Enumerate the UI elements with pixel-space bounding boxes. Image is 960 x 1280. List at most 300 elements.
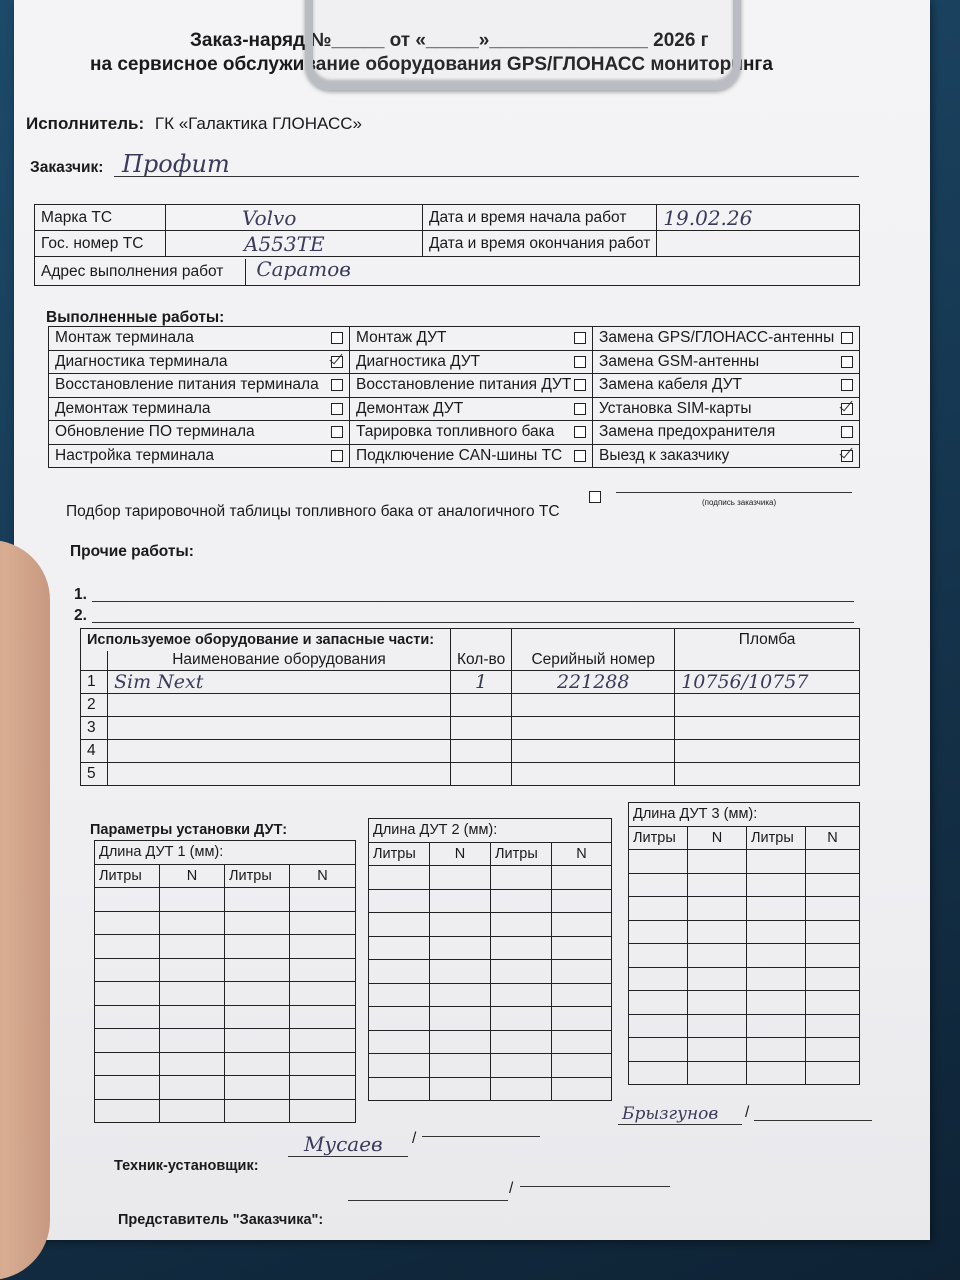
document-subtitle: на сервисное обслуживание оборудования GPS/ГЛОНАСС мониторинга [90,54,773,75]
dut-cell[interactable] [806,1014,860,1038]
vehicle-table [34,204,860,286]
table-row [369,913,612,937]
dut-cell[interactable] [747,850,806,874]
dut-cell[interactable] [430,1077,491,1101]
dut-cell[interactable] [552,866,612,890]
customer-value: Профит [122,150,230,178]
dut-cell[interactable] [290,911,356,935]
dut-cell[interactable] [95,935,160,959]
work-item [350,327,593,351]
dut-cell[interactable] [629,897,688,921]
work-item-checkbox[interactable] [841,450,853,462]
work-item-label: Демонтаж терминала [55,399,211,417]
dut-cell[interactable] [225,911,290,935]
dut-cell[interactable] [629,850,688,874]
dut-cell[interactable] [430,913,491,937]
dut-cell[interactable] [95,1052,160,1076]
dut3-table [628,802,860,1085]
dut-cell[interactable] [225,1005,290,1029]
dut-cell[interactable] [552,913,612,937]
dut2-col-n-2: N [552,842,612,866]
dut-cell[interactable] [491,1054,552,1078]
works-heading: Выполненные работы: [46,309,225,326]
dut-cell[interactable] [629,944,688,968]
equipment-qty [451,694,512,717]
dut-cell[interactable] [160,1076,225,1100]
table-row [81,740,860,763]
table-row [369,1030,612,1054]
dut-cell[interactable] [225,888,290,912]
table-row [95,911,356,935]
work-item [593,444,860,468]
work-item [593,374,860,398]
equipment-seal: 10756/10757 [675,671,860,694]
work-item-checkbox[interactable] [841,332,853,344]
dut3-col-n-2: N [806,826,860,850]
table-row [629,967,860,991]
table-row [369,983,612,1007]
dut-cell[interactable] [369,1077,430,1101]
work-item-label: Замена GSM-антенны [599,352,760,370]
end-value [657,231,860,257]
dut-cell[interactable] [552,983,612,1007]
table-row [369,1054,612,1078]
dut-cell[interactable] [552,889,612,913]
work-item-label: Демонтаж ДУТ [356,399,464,417]
dut-cell[interactable] [369,889,430,913]
plate-label: Гос. номер ТС [35,231,166,257]
dut-cell[interactable] [225,935,290,959]
technician-sign-line-2 [422,1136,540,1137]
customer-rep-label: Представитель "Заказчика": [118,1212,324,1228]
dut3-col-liters-2: Литры [747,826,806,850]
table-row [95,1052,356,1076]
dut-cell[interactable] [806,1061,860,1085]
tank-table-checkbox[interactable] [589,491,601,503]
dut-cell[interactable] [806,944,860,968]
dut-cell[interactable] [290,1052,356,1076]
dut-cell[interactable] [629,873,688,897]
works-table [48,326,860,468]
dut-cell[interactable] [160,1029,225,1053]
table-row [369,889,612,913]
dut-cell[interactable] [160,1099,225,1123]
end-label: Дата и время окончания работ [423,231,657,257]
dut-cell[interactable] [369,983,430,1007]
dut-cell[interactable] [688,991,747,1015]
work-item-label: Монтаж ДУТ [356,329,447,347]
equipment-serial [512,694,675,717]
dut-cell[interactable] [688,1014,747,1038]
dut3-col-liters: Литры [629,826,688,850]
work-item [350,397,593,421]
dut-cell[interactable] [629,967,688,991]
dut2-table [368,818,612,1101]
equipment-name [108,763,451,786]
table-row [629,850,860,874]
dut-cell[interactable] [552,1077,612,1101]
table-row [81,763,860,786]
work-item [593,397,860,421]
work-item [49,350,350,374]
dut-cell[interactable] [491,983,552,1007]
table-row [629,873,860,897]
dut-cell[interactable] [430,936,491,960]
dut-cell[interactable] [806,920,860,944]
second-sign-line-1 [618,1124,742,1125]
dut-cell[interactable] [225,1052,290,1076]
dut-cell[interactable] [160,1052,225,1076]
dut1-col-liters: Литры [95,864,160,888]
work-item [49,421,350,445]
equipment-name [108,740,451,763]
dut-cell[interactable] [95,1076,160,1100]
work-item-label: Подключение CAN-шины ТС [356,446,563,464]
dut-cell[interactable] [369,1007,430,1031]
dut-cell[interactable] [160,958,225,982]
dut-cell[interactable] [369,936,430,960]
dut-cell[interactable] [688,897,747,921]
work-item-label: Обновление ПО терминала [55,423,255,441]
equipment-serial [512,717,675,740]
dut1-col-n: N [160,864,225,888]
work-item-checkbox[interactable] [331,403,343,415]
dut-cell[interactable] [552,936,612,960]
other-work-1-line [92,601,854,602]
table-row [95,1076,356,1100]
dut-cell[interactable] [491,866,552,890]
work-item [593,350,860,374]
col-qty: Кол-во [451,651,512,671]
dut2-length: Длина ДУТ 2 (мм): [369,819,612,843]
dut-cell[interactable] [369,1054,430,1078]
customer-rep-line-2 [520,1186,670,1187]
dut-cell[interactable] [491,1077,552,1101]
dut-cell[interactable] [160,1005,225,1029]
dut-cell[interactable] [747,920,806,944]
dut-cell[interactable] [688,850,747,874]
work-item-label: Выезд к заказчику [599,446,730,464]
dut-cell[interactable] [225,958,290,982]
dut-cell[interactable] [806,967,860,991]
second-sign-slash: / [745,1104,750,1121]
equipment-n: 5 [81,763,108,786]
equipment-table [80,628,860,786]
dut-cell[interactable] [95,1099,160,1123]
dut-cell[interactable] [806,873,860,897]
work-item-checkbox[interactable] [574,426,586,438]
equipment-heading: Используемое оборудование и запасные части: [81,629,451,651]
table-row [81,671,860,694]
customer-sign-line [616,492,852,493]
customer-rep-line-1 [348,1200,508,1201]
equipment-name [108,694,451,717]
dut-cell[interactable] [806,1038,860,1062]
customer-sign-caption: (подпись заказчика) [702,498,777,507]
work-item-label: Замена GPS/ГЛОНАСС-антенны [599,329,835,347]
technician-sign-line-1 [288,1156,408,1157]
work-order-sheet [14,0,930,1240]
dut-cell[interactable] [95,982,160,1006]
dut-cell[interactable] [430,960,491,984]
dut2-col-liters-2: Литры [491,842,552,866]
equipment-n: 3 [81,717,108,740]
table-row [81,717,860,740]
dut2-col-liters: Литры [369,842,430,866]
dut-cell[interactable] [430,1007,491,1031]
work-item-label: Замена кабеля ДУТ [599,376,743,394]
address-label: Адрес выполнения работ [35,259,246,285]
work-item-label: Диагностика ДУТ [356,352,481,370]
other-work-2-number: 2. [74,607,87,624]
table-row [369,1077,612,1101]
dut-cell[interactable] [688,1038,747,1062]
work-item-label: Тарировка топливного бака [356,423,555,441]
dut-cell[interactable] [369,913,430,937]
dut-cell[interactable] [290,1005,356,1029]
customer-underline [114,176,859,177]
dut-cell[interactable] [629,991,688,1015]
address-value: Саратов [256,257,351,281]
equipment-seal [675,740,860,763]
dut-cell[interactable] [747,897,806,921]
table-row [629,991,860,1015]
dut-cell[interactable] [290,1099,356,1123]
work-item-checkbox[interactable] [331,450,343,462]
work-item-label: Настройка терминала [55,446,214,464]
dut-cell[interactable] [290,982,356,1006]
work-item [49,374,350,398]
work-item [49,444,350,468]
other-work-2-line [92,622,854,623]
work-item-checkbox[interactable] [841,403,853,415]
dut-cell[interactable] [491,913,552,937]
dut-cell[interactable] [95,1005,160,1029]
work-item [350,421,593,445]
customer-label: Заказчик: [30,159,104,176]
dut-cell[interactable] [629,1038,688,1062]
dut-cell[interactable] [806,850,860,874]
other-work-1-number: 1. [74,586,87,603]
table-row [95,1005,356,1029]
dut-cell[interactable] [95,888,160,912]
work-item-checkbox[interactable] [331,379,343,391]
equipment-qty [451,717,512,740]
work-item-checkbox[interactable] [841,379,853,391]
dut-heading: Параметры установки ДУТ: [90,822,288,838]
col-serial: Серийный номер [512,651,675,671]
dut3-col-n: N [688,826,747,850]
dut-cell[interactable] [160,935,225,959]
clipboard-clip [305,0,741,90]
dut-cell[interactable] [552,960,612,984]
dut-cell[interactable] [629,1014,688,1038]
dut-cell[interactable] [806,991,860,1015]
dut-cell[interactable] [747,873,806,897]
tank-table-label: Подбор тарировочной таблицы топливного бака от аналогичного ТС [66,503,560,520]
dut-cell[interactable] [552,1030,612,1054]
work-item-checkbox[interactable] [574,450,586,462]
dut2-col-n: N [430,842,491,866]
dut-cell[interactable] [747,1038,806,1062]
dut-cell[interactable] [369,1030,430,1054]
dut-cell[interactable] [629,920,688,944]
hand-thumb [0,540,50,1280]
dut-cell[interactable] [430,866,491,890]
table-row [95,888,356,912]
brand-label: Марка ТС [35,205,166,231]
dut-cell[interactable] [491,1030,552,1054]
table-row [629,1014,860,1038]
dut-cell[interactable] [369,866,430,890]
dut-cell[interactable] [430,1054,491,1078]
dut1-table [94,840,356,1123]
dut-cell[interactable] [290,958,356,982]
work-item [350,350,593,374]
dut-cell[interactable] [806,897,860,921]
dut-cell[interactable] [747,944,806,968]
dut-cell[interactable] [225,982,290,1006]
table-row [629,944,860,968]
dut-cell[interactable] [369,960,430,984]
second-sign-line-2 [754,1120,872,1121]
work-item-checkbox[interactable] [841,356,853,368]
dut1-length: Длина ДУТ 1 (мм): [95,841,356,865]
work-item-label: Монтаж терминала [55,329,194,347]
equipment-qty [451,740,512,763]
dut-cell[interactable] [160,888,225,912]
table-row [369,1007,612,1031]
work-item-checkbox[interactable] [841,426,853,438]
dut-cell[interactable] [160,911,225,935]
dut-cell[interactable] [747,967,806,991]
table-row [629,897,860,921]
equipment-n: 1 [81,671,108,694]
dut-cell[interactable] [552,1054,612,1078]
dut-cell[interactable] [430,1030,491,1054]
document-title: Заказ-наряд №_____ от «_____»_______________ 2026 г [190,30,709,51]
technician-sign-slash: / [412,1130,417,1147]
dut-cell[interactable] [688,1061,747,1085]
work-item-checkbox[interactable] [574,332,586,344]
table-row [95,958,356,982]
dut-cell[interactable] [491,1007,552,1031]
dut-cell[interactable] [225,1029,290,1053]
work-item-label: Замена предохранителя [599,423,776,441]
dut-cell[interactable] [95,958,160,982]
dut-cell[interactable] [747,991,806,1015]
dut-cell[interactable] [491,960,552,984]
equipment-n: 4 [81,740,108,763]
work-item [593,421,860,445]
equipment-qty [451,763,512,786]
dut-cell[interactable] [225,1076,290,1100]
equipment-seal [675,717,860,740]
dut-cell[interactable] [290,935,356,959]
other-works-heading: Прочие работы: [70,543,194,560]
work-item-label: Установка SIM-карты [599,399,752,417]
dut-cell[interactable] [225,1099,290,1123]
work-item [593,327,860,351]
dut-cell[interactable] [430,889,491,913]
dut-cell[interactable] [747,1061,806,1085]
dut-cell[interactable] [688,967,747,991]
dut-cell[interactable] [629,1061,688,1085]
dut3-length: Длина ДУТ 3 (мм): [629,803,860,827]
equipment-serial [512,763,675,786]
table-row [629,920,860,944]
dut-cell[interactable] [491,936,552,960]
work-item-checkbox[interactable] [331,332,343,344]
equipment-name: Sim Next [108,671,451,694]
work-item [350,444,593,468]
second-signature: Брызгунов [622,1104,719,1124]
table-row [95,1029,356,1053]
dut-cell[interactable] [688,873,747,897]
plate-value: A553TE [166,231,423,257]
dut-cell[interactable] [95,1029,160,1053]
dut-cell[interactable] [290,1076,356,1100]
work-item-label: Восстановление питания терминала [55,376,319,394]
equipment-seal [675,694,860,717]
address-row [35,257,860,286]
dut-cell[interactable] [491,889,552,913]
dut-cell[interactable] [290,1029,356,1053]
dut-cell[interactable] [290,888,356,912]
technician-label: Техник-установщик: [114,1158,259,1174]
col-name: Наименование оборудования [108,651,451,671]
executor-label: Исполнитель: [26,114,145,133]
col-seal: Пломба [675,629,860,651]
technician-signature: Мусаев [304,1132,383,1156]
equipment-seal [675,763,860,786]
dut-cell[interactable] [95,911,160,935]
equipment-serial: 221288 [512,671,675,694]
equipment-name [108,717,451,740]
dut-cell[interactable] [747,1014,806,1038]
work-item-label: Восстановление питания ДУТ [356,376,572,394]
start-label: Дата и время начала работ [423,205,657,231]
equipment-n: 2 [81,694,108,717]
dut-cell[interactable] [688,944,747,968]
work-item-checkbox[interactable] [331,356,343,368]
table-row [369,936,612,960]
work-item-checkbox[interactable] [331,426,343,438]
customer-rep-slash: / [509,1180,514,1197]
dut1-col-n-2: N [290,864,356,888]
dut-cell[interactable] [688,920,747,944]
work-item [49,327,350,351]
table-row [369,960,612,984]
equipment-qty: 1 [451,671,512,694]
work-item-checkbox[interactable] [574,403,586,415]
table-row [81,694,860,717]
work-item [350,374,593,398]
work-item-checkbox[interactable] [574,356,586,368]
table-row [629,1061,860,1085]
dut-cell[interactable] [430,983,491,1007]
dut-cell[interactable] [552,1007,612,1031]
work-item-checkbox[interactable] [574,379,586,391]
table-row [629,1038,860,1062]
dut1-col-liters-2: Литры [225,864,290,888]
start-value: 19.02.26 [657,205,860,231]
dut-cell[interactable] [160,982,225,1006]
equipment-serial [512,740,675,763]
table-row [95,935,356,959]
work-item-label: Диагностика терминала [55,352,228,370]
table-row [95,982,356,1006]
